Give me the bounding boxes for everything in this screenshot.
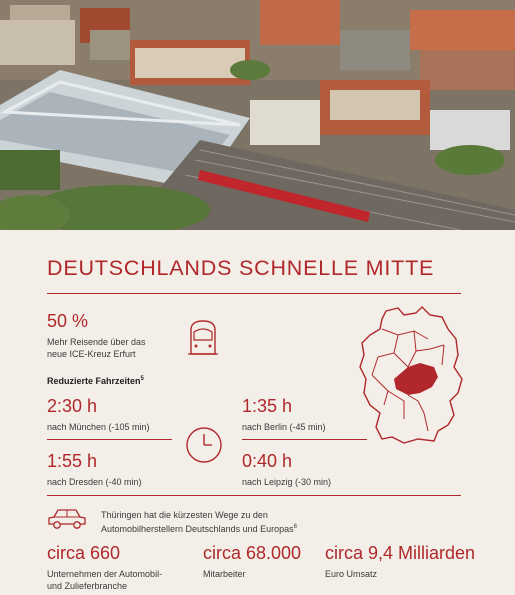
label-leipzig: nach Leipzig (-30 min) [242,477,332,487]
germany-map-icon [358,305,466,450]
times-divider-left [47,439,172,440]
passengers-value: 50 % [47,311,89,331]
automotive-text-line1: Thüringen hat die kürzesten Wege zu den [101,510,268,520]
label-berlin: nach Berlin (-45 min) [242,422,326,432]
page-title: DEUTSCHLANDS SCHNELLE MITTE [47,256,435,280]
travel-times-heading: Reduzierte Fahrzeiten$^5$ [47,376,144,386]
car-icon [46,506,88,537]
time-leipzig: 0:40 h [242,451,293,471]
stat-companies-value: circa 660 [47,543,121,563]
stat-employees-label: Mitarbeiter [203,569,246,579]
stat-revenue-value: circa 9,4 Milliarden [325,543,476,563]
label-munich: nach München (-105 min) [47,422,150,432]
times-divider-right [242,439,367,440]
time-dresden: 1:55 h [47,451,98,471]
stat-companies-label-line2: und Zulieferbranche [47,581,128,591]
automotive-divider [47,495,461,496]
label-dresden: nach Dresden (-40 min) [47,477,142,487]
stat-employees-value: circa 68.000 [203,543,302,563]
aerial-station-photo [0,0,515,230]
passengers-desc-line2: neue ICE-Kreuz Erfurt [47,349,136,359]
stat-companies-label-line1: Unternehmen der Automobil- [47,569,163,579]
time-berlin: 1:35 h [242,396,293,416]
automotive-text-line2: Automobilherstellern Deutschlands und Europas$^6$ [101,524,297,534]
title-divider [47,293,461,294]
time-munich: 2:30 h [47,396,98,416]
clock-icon [184,425,224,470]
train-icon [186,318,220,363]
passengers-desc-line1: Mehr Reisende über das [47,337,146,347]
stat-revenue-label: Euro Umsatz [325,569,378,579]
